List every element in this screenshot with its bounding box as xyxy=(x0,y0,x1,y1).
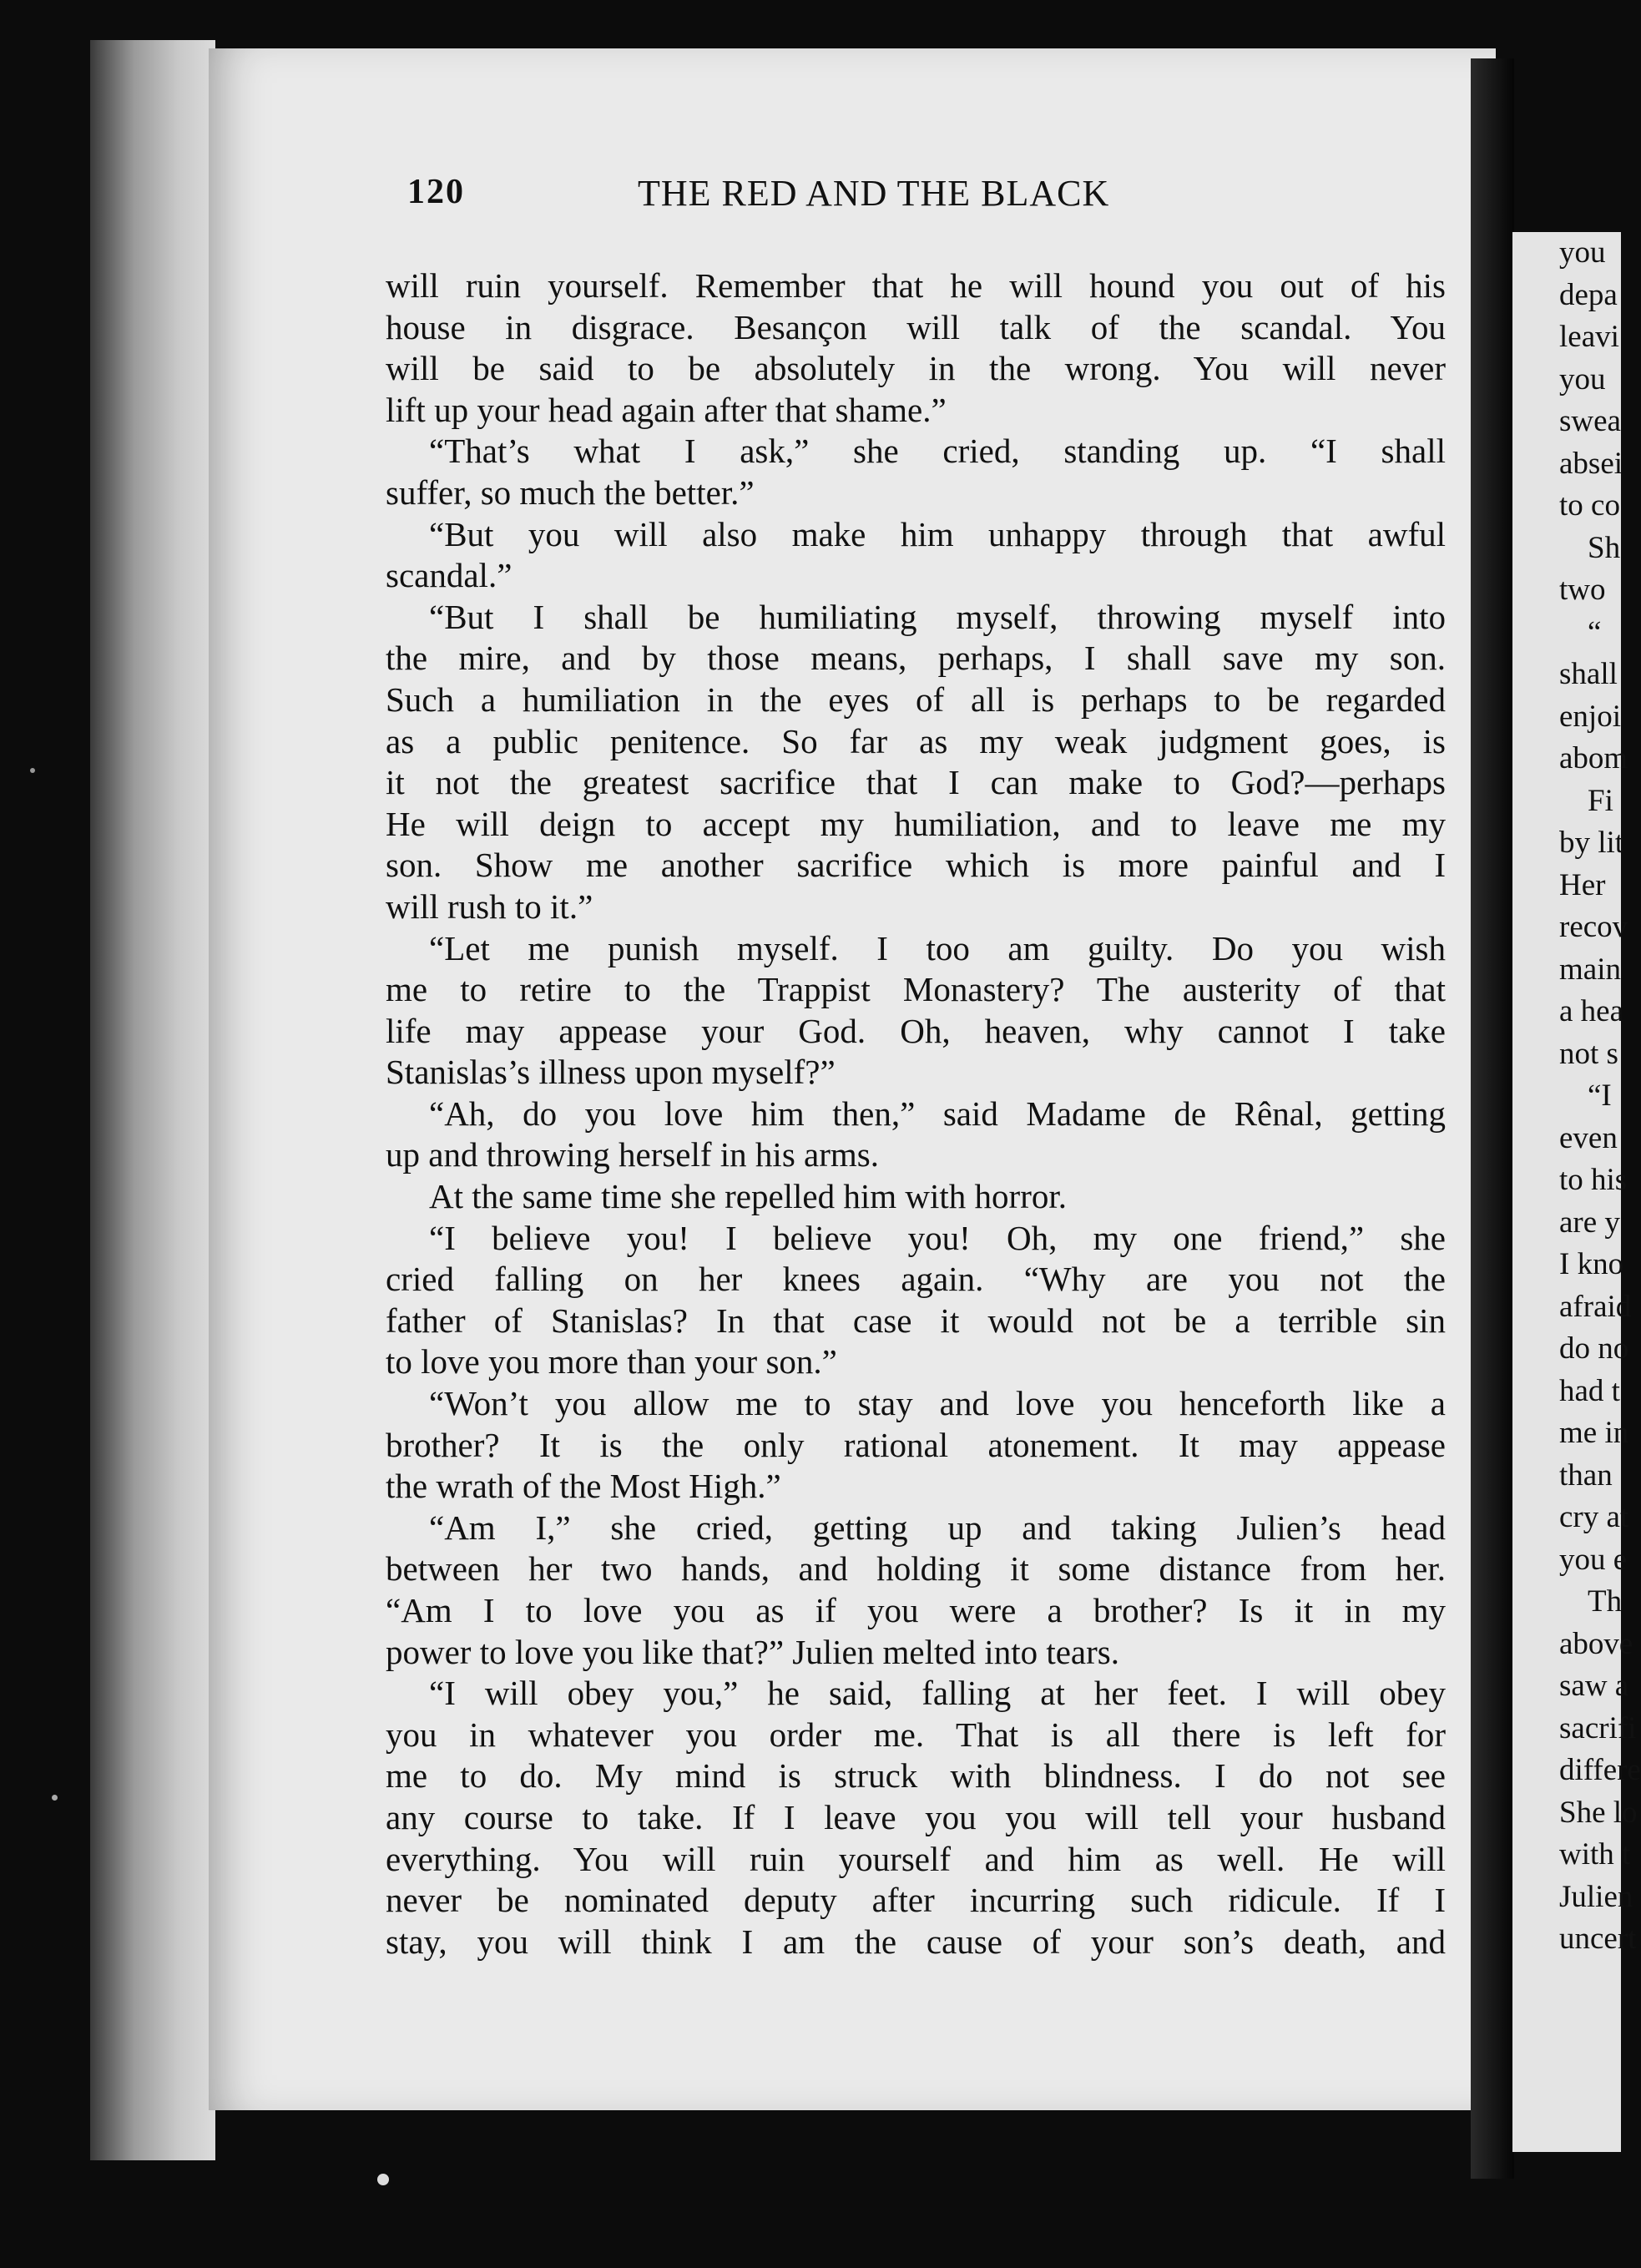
facing-page-line: afraid xyxy=(1559,1289,1632,1324)
facing-page-line: even xyxy=(1559,1120,1618,1155)
page-number: 120 xyxy=(407,173,465,211)
facing-page-fragment xyxy=(1512,232,1641,2152)
text-line: “Let me punish myself. I too am guilty. Do you wish xyxy=(429,928,1446,967)
facing-page-line: main xyxy=(1559,952,1621,987)
text-line: the mire, and by those means, perhaps, I shall save my son. xyxy=(386,639,1446,678)
text-line: lift up your head again after that shame.” xyxy=(386,390,947,429)
facing-page-line: a hea xyxy=(1559,994,1624,1028)
dust-speck xyxy=(377,2174,389,2185)
facing-page-line: Julien xyxy=(1559,1879,1633,1914)
facing-page-line: leavi xyxy=(1559,320,1619,354)
facing-page-line: two xyxy=(1559,573,1606,607)
facing-page-line: you xyxy=(1559,235,1606,270)
text-line: “That’s what I ask,” she cried, standing up. “I shall xyxy=(429,432,1446,471)
facing-page-line: Th xyxy=(1588,1584,1623,1619)
facing-page-line: depa xyxy=(1559,277,1618,312)
text-line: “But you will also make him unhappy through that awful xyxy=(429,514,1446,553)
text-line: “But I shall be humiliating myself, throwing myself into xyxy=(429,597,1446,636)
facing-page-line: uncert xyxy=(1559,1922,1637,1956)
text-line: everything. You will ruin yourself and him as well. He will xyxy=(386,1839,1446,1878)
text-line: At the same time she repelled him with horror. xyxy=(429,1177,1068,1216)
text-line: scandal.” xyxy=(386,556,512,595)
facing-page-line: with t xyxy=(1559,1837,1631,1871)
text-line: Such a humiliation in the eyes of all is perhaps to be regarded xyxy=(386,679,1446,719)
text-line: it not the greatest sacrifice that I can make to God?—perhaps xyxy=(386,763,1446,802)
facing-page-line: sacrifi xyxy=(1559,1710,1637,1745)
facing-page-line: by lit xyxy=(1559,826,1624,860)
facing-page-line: you xyxy=(1559,361,1606,397)
text-line: Stanislas’s illness upon myself?” xyxy=(386,1053,836,1092)
text-line: you in whatever you order me. That is all there is left for xyxy=(386,1715,1446,1754)
text-line: son. Show me another sacrifice which is more painful and I xyxy=(386,846,1446,885)
facing-page-line: above xyxy=(1559,1626,1633,1661)
text-line: me to do. My mind is struck with blindness. I do not see xyxy=(386,1756,1446,1796)
text-line: will ruin yourself. Remember that he will hound you out of his xyxy=(386,266,1446,305)
facing-page-line: to co xyxy=(1559,488,1620,523)
book-spine-edge xyxy=(90,40,215,2160)
facing-page-line: are y xyxy=(1559,1205,1620,1240)
facing-page-line: not s xyxy=(1559,1036,1618,1071)
text-line: “Am I,” she cried, getting up and taking Julien’s head xyxy=(429,1508,1446,1547)
running-title: THE RED AND THE BLACK xyxy=(638,173,1110,214)
text-line: father of Stanislas? In that case it would not be a terrible sin xyxy=(386,1301,1446,1340)
facing-page-line: do no xyxy=(1559,1331,1629,1366)
text-line: house in disgrace. Besançon will talk of the scandal. You xyxy=(386,307,1446,346)
text-line: to love you more than your son.” xyxy=(386,1342,837,1382)
text-line: He will deign to accept my humiliation, and to leave me my xyxy=(386,804,1446,843)
facing-page-line: than xyxy=(1559,1457,1613,1493)
facing-page-line: saw a xyxy=(1559,1669,1629,1703)
facing-page-line: recov xyxy=(1559,910,1628,944)
facing-page-line: abom xyxy=(1559,741,1628,775)
text-line: “I will obey you,” he said, falling at her feet. I will obey xyxy=(429,1674,1446,1713)
dust-speck xyxy=(52,1795,58,1801)
facing-page-line: cry at xyxy=(1559,1500,1629,1534)
facing-page-line: Fi xyxy=(1588,783,1613,818)
facing-page-line: to his xyxy=(1559,1163,1628,1197)
facing-page-line: “I xyxy=(1588,1078,1612,1113)
text-line: between her two hands, and holding it some distance from her. xyxy=(386,1549,1446,1589)
facing-page-line: enjoi xyxy=(1559,699,1621,734)
facing-page-line: you e xyxy=(1559,1542,1628,1577)
text-line: up and throwing herself in his arms. xyxy=(386,1135,879,1174)
text-line: suffer, so much the better.” xyxy=(386,472,755,512)
facing-page-line: Sh xyxy=(1588,530,1621,565)
text-line: “Am I to love you as if you were a brother? Is it in my xyxy=(386,1591,1446,1629)
book-gutter xyxy=(1471,58,1514,2179)
text-line: cried falling on her knees again. “Why are you not the xyxy=(386,1260,1446,1299)
text-line: brother? It is the only rational atonement. It may appease xyxy=(386,1425,1446,1464)
text-line: will be said to be absolutely in the wrong. You will never xyxy=(386,349,1446,388)
facing-page-line: me in xyxy=(1559,1416,1629,1450)
text-line: will rush to it.” xyxy=(386,886,593,926)
facing-page-line: “ xyxy=(1588,614,1602,649)
text-line: the wrath of the Most High.” xyxy=(386,1467,781,1506)
text-line: “I believe you! I believe you! Oh, my one friend,” she xyxy=(429,1218,1446,1257)
facing-page-line: I kno xyxy=(1559,1247,1624,1281)
text-line: never be nominated deputy after incurring such ridicule. If I xyxy=(386,1881,1446,1920)
facing-page-line: Her xyxy=(1559,867,1606,902)
facing-page-line: absei xyxy=(1559,446,1623,481)
dust-speck xyxy=(30,768,35,773)
body-text xyxy=(386,265,1446,1962)
text-line: me to retire to the Trappist Monastery? The austerity of that xyxy=(386,970,1446,1009)
text-line: as a public penitence. So far as my weak judgment goes, is xyxy=(386,721,1446,760)
text-line: any course to take. If I leave you you will tell your husband xyxy=(386,1797,1446,1836)
text-line: power to love you like that?” Julien melted into tears. xyxy=(386,1632,1119,1671)
text-line: life may appease your God. Oh, heaven, why cannot I take xyxy=(386,1011,1446,1050)
facing-page-line: swea xyxy=(1559,404,1621,438)
text-line: “Ah, do you love him then,” said Madame de Rênal, getting xyxy=(429,1094,1446,1133)
text-line: “Won’t you allow me to stay and love you henceforth like a xyxy=(429,1384,1446,1423)
page-header xyxy=(407,172,1242,222)
facing-page-line: shall xyxy=(1559,657,1618,691)
text-line: stay, you will think I am the cause of your son’s death, and xyxy=(386,1922,1446,1961)
facing-page-line: differe xyxy=(1559,1753,1641,1787)
facing-page-line: had t xyxy=(1559,1373,1620,1408)
facing-page-line: She lo xyxy=(1559,1795,1638,1830)
